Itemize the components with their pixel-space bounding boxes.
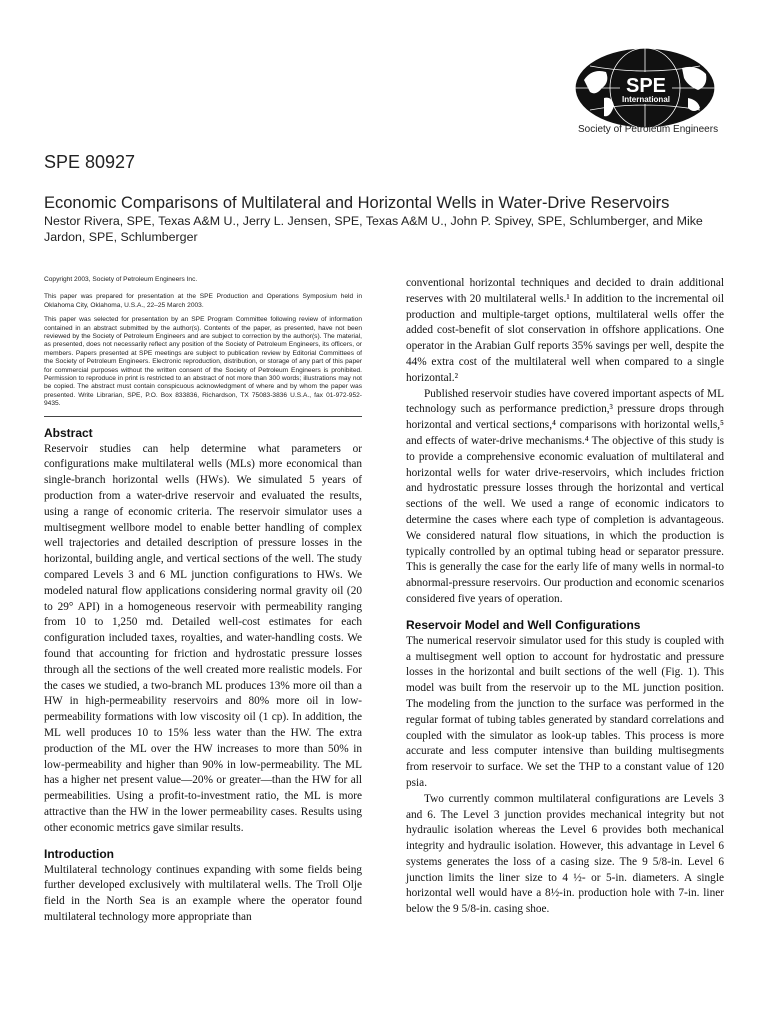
abstract-text: Reservoir studies can help determine what parameters or configurations make multilateral wells (MLs) more economical than single-branch horizontal wells (HWs). We simulated 5 years of production from a water-drive reservoir and evaluated the results, using a range of economic criteria. The reservoir simulator uses a multisegment wellbore model to enable better handling of complex well trajectories and detailed description of pressure losses in the horizontal, building angle, and vertical sections of the well. The study compared Levels 3 and 6 ML junction configurations to HWs. We modeled natural flow applications considering normal gravity oil (20 to 29° API) in a homogeneous reservoir with permeability ranging from 10 to 1,250 md. Detailed well-cost estimates for each configuration included taxes, royalties, and water-handling costs. We found that accounting for friction and hydrostatic pressure losses through all the sections of the well created more realistic models. For the cases we studied, a two-branch ML produces 13% more oil than a HW in high-permeability reservoirs and 80% more oil in low-permeability formations with low viscosity oil (1 cp). In addition, the ML well produces 10 to 15% less water than the HW. The extra production of the ML over the HW increases to more than 50% in low-permeability and higher than 90% in low-permeability. The ML has a higher net present value—20% or greater—than the HW for all permeabilities. Using a profit-to-investment ratio, the ML is more attractive than the HW in the lower permeability cases. Results using other economic metrics gave similar results. <box>44 442 362 834</box>
copyright-line: Copyright 2003, Society of Petroleum Engineers Inc. <box>44 276 198 283</box>
right-column <box>406 276 724 918</box>
logo-brand-sub: International <box>621 95 671 104</box>
abstract-heading: Abstract <box>44 425 93 440</box>
copyright-notice: This paper was selected for presentation by an SPE Program Committee following review of information contained in an abstract submitted by the author(s). Contents of the paper, as presented, have not been reviewed by the Society of Petroleum Engineers and are subject to correction by the author(s). The material, as presented, does not necessarily reflect any position of the Society of Petroleum Engineers, its officers, or members. Papers presented at SPE meetings are subject to publication review by Editorial Committees of the Society of Petroleum Engineers. Electronic reproduction, distribution, or storage of any part of this paper for commercial purposes without the written consent of the Society of Petroleum Engineers is prohibited. Permission to reproduce in print is restricted to an abstract of not more than 300 words; illustrations may not be copied. The abstract must contain conspicuous acknowledgment of where and by whom the paper was presented. Write Librarian, SPE, P.O. Box 833836, Richardson, TX 75083-3836 U.S.A., fax 01-972-952-9435. <box>44 316 362 408</box>
reservoir-model-heading: Reservoir Model and Well Configurations <box>406 617 641 632</box>
copyright-presentation: This paper was prepared for presentation at the SPE Production and Operations Symposium held in Oklahoma City, Oklahoma, U.S.A., 22–25 March 2003. <box>44 293 362 309</box>
logo-brand: SPE <box>625 75 667 97</box>
paper-title: Economic Comparisons of Multilateral and Horizontal Wells in Water-Drive Reservoirs <box>44 194 670 212</box>
intro-continued-paragraph: conventional horizontal techniques and decided to drain additional reserves with 20 multilateral wells.¹ In addition to the incremental oil production and multiple-target options, multilateral wells offer the added cost-benefit of slot conservation in offshore applications. One operator in the Arabian Gulf reports 35% savings per well, despite the 44% extra cost of the multilateral well when compared to a single horizontal.² <box>406 277 724 384</box>
authors: Nestor Rivera, SPE, Texas A&M U., Jerry L. Jensen, SPE, Texas A&M U., John P. Spivey, SPE, Schlumberger, and Mike Jardon, SPE, Schlumberger <box>44 214 703 244</box>
introduction-heading: Introduction <box>44 846 114 861</box>
divider <box>44 416 362 417</box>
published-studies-paragraph: Published reservoir studies have covered important aspects of ML technology such as performance prediction,³ pressure drops through horizontal and vertical sections,⁴ comparisons with horizontal wells,⁵ and effects of water-drive mechanisms.⁴ The objective of this study is to provide a comprehensive economic evaluation of multilateral and horizontal wells for water drive-reservoirs, which includes friction and hydrostatic pressure losses through the horizontal and vertical sections of the well. We used a range of economic indicators to determine the cases where each type of completion is advantageous. We considered natural flow situations, in which the production is typically controlled by an optimal tubing head or separator pressure. This is generally the case for the early life of many wells in normal-to abnormal-pressure reservoirs. Our production and economic scenarios considered five years of operation. <box>406 387 724 605</box>
introduction-text: Multilateral technology continues expanding with some fields being further developed exclusively with multilateral wells. The Troll Olje field in the North Sea is an example where the operator found multilateral technology more appropriate than <box>44 863 362 923</box>
paper-number: SPE 80927 <box>44 152 136 172</box>
left-column <box>44 276 362 926</box>
reservoir-model-paragraph: The numerical reservoir simulator used for this study is coupled with a multisegment well option to account for hydrostatic and pressure losses in the horizontal and built sections of the well (Fig. 1). This model was built from the reservoir up to the ML junction position. The modeling from the junction to the surface was performed in the regular format of tubing tables generated by standard correlations and coupled with the simulator as look-up tables. This process is more accurate and less computer intensive than building multisegments from reservoir to surface. We set the THP to a constant value of 120 psia. <box>406 634 724 789</box>
logo-caption: Society of Petroleum Engineers <box>578 124 719 135</box>
ml-configurations-paragraph: Two currently common multilateral configurations are Levels 3 and 6. The Level 3 junction provides mechanical integrity but not hydraulic isolation whereas the Level 6 provides both mechanical integrity and hydraulic isolation. However, this advantage in Level 6 systems generates the loss of a casing size. The 9 5/8-in. Level 6 junction limits the liner size to 4 ½- or 5-in. diameters. A single horizontal well would have a 8½-in. production hole with 7-in. liner below the 9 5/8-in. casing shoe. <box>406 792 724 916</box>
